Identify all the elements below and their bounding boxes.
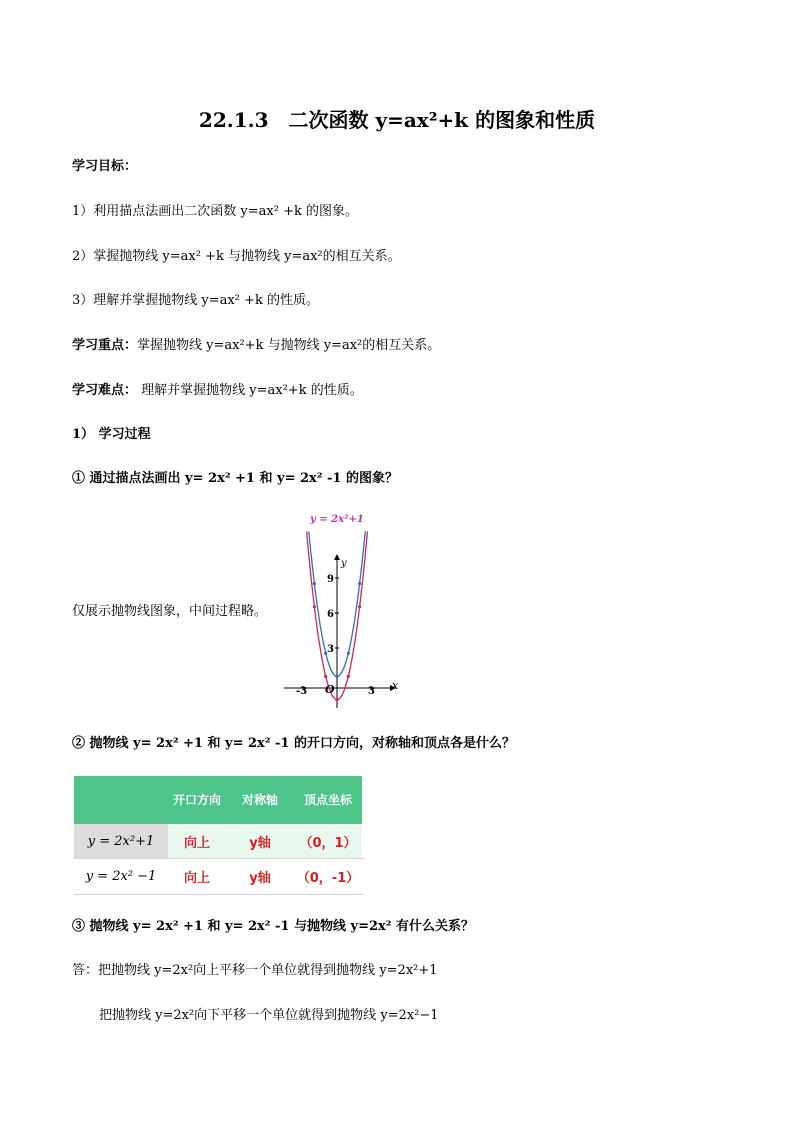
table-row — [74, 858, 362, 894]
lower-curve-point — [347, 675, 350, 678]
table-cell: y = 2x²+1 — [74, 824, 168, 858]
lower-curve-point — [335, 698, 338, 701]
origin-label: O — [325, 683, 335, 696]
goal-3: 3）理解并掌握抛物线 y=ax² +k 的性质。 — [72, 293, 319, 308]
properties-table — [74, 776, 362, 894]
upper-curve-point — [347, 652, 350, 655]
question-3: ③ 抛物线 y= 2x² +1 和 y= 2x² -1 与抛物线 y=2x² 有什么关系？ — [72, 919, 474, 934]
tick-y-3: 3 — [327, 644, 334, 655]
lower-curve-point — [313, 605, 316, 608]
table-cell: y轴 — [226, 824, 294, 858]
key-point-label: 学习重点： — [72, 338, 138, 353]
table-cell: （0，-1） — [294, 858, 362, 894]
goal-2: 2）掌握抛物线 y=ax² +k 与抛物线 y=ax²的相互关系。 — [72, 249, 401, 264]
key-point — [72, 337, 440, 355]
table-divider — [74, 858, 365, 859]
tick-x-3: 3 — [368, 686, 375, 697]
table-cell: 向上 — [168, 824, 226, 858]
table-divider — [74, 894, 365, 895]
x-axis-label: x — [392, 679, 399, 692]
upper-curve-point — [313, 582, 316, 585]
goal-1: 1）利用描点法画出二次函数 y=ax² +k 的图象。 — [72, 204, 358, 219]
table-cell: 向上 — [168, 858, 226, 894]
key-point-text: 掌握抛物线 y=ax²+k 与抛物线 y=ax²的相互关系。 — [137, 338, 441, 353]
graph-note: 仅展示抛物线图象，中间过程略。 — [72, 604, 268, 619]
answer-line-1: 答：把抛物线 y=2x²向上平移一个单位就得到抛物线 y=2x²+1 — [72, 963, 438, 978]
curve-label: y = 2x²+1 — [310, 514, 364, 525]
answer-line-2: 把抛物线 y=2x²向下平移一个单位就得到抛物线 y=2x²−1 — [99, 1008, 439, 1023]
upper-curve-point — [335, 675, 338, 678]
upper-curve-point — [358, 582, 361, 585]
table-header: 对称轴 — [226, 776, 294, 824]
process-heading: 1） 学习过程 — [72, 427, 151, 442]
lower-curve-point — [358, 605, 361, 608]
tick-y-6: 6 — [327, 609, 334, 620]
difficulty — [72, 382, 363, 400]
y-axis-label: y — [341, 558, 347, 569]
difficulty-label: 学习难点： — [72, 383, 138, 398]
parabola-graph — [280, 508, 410, 708]
table-header — [74, 776, 168, 824]
table-cell: y轴 — [226, 858, 294, 894]
question-1: ① 通过描点法画出 y= 2x² +1 和 y= 2x² -1 的图象？ — [72, 471, 398, 486]
question-2: ② 抛物线 y= 2x² +1 和 y= 2x² -1 的开口方向，对称轴和顶点各是什么？ — [72, 736, 515, 751]
lower-curve-point — [324, 675, 327, 678]
tick-x-neg3: -3 — [296, 686, 308, 697]
page-title: 22.1.3 二次函数 y=ax²+k 的图象和性质 — [198, 108, 596, 132]
tick-y-9: 9 — [327, 574, 334, 585]
y-axis-arrow — [334, 554, 340, 560]
table-header: 开口方向 — [168, 776, 226, 824]
table-cell: （0，1） — [294, 824, 362, 858]
table-cell: y = 2x² −1 — [74, 858, 168, 894]
goals-heading: 学习目标： — [72, 159, 138, 174]
table-header: 顶点坐标 — [294, 776, 362, 824]
table-header-row — [74, 776, 362, 824]
table-row — [74, 824, 362, 858]
difficulty-text: 理解并掌握抛物线 y=ax²+k 的性质。 — [137, 383, 363, 398]
